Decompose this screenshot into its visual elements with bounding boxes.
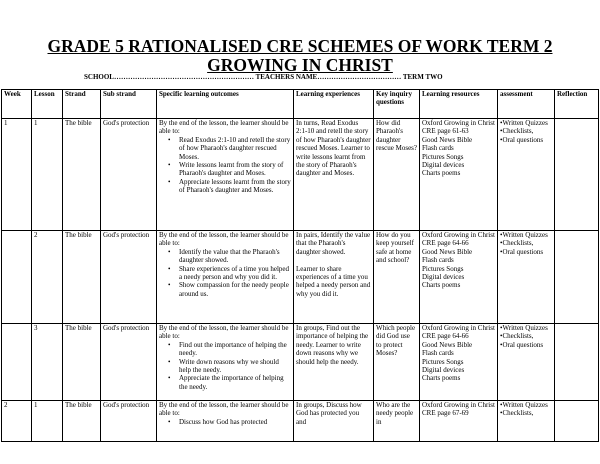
cell-strand: The bible bbox=[63, 401, 101, 442]
cell-lesson: 1 bbox=[32, 401, 63, 442]
cell-outcomes bbox=[157, 119, 294, 231]
resource-item: Flash cards bbox=[422, 349, 454, 358]
outcome-item: • Write lessons learnt from the story of Pharaoh's daughter and Moses. bbox=[179, 161, 291, 178]
table-row bbox=[2, 324, 599, 401]
outcome-item: • Show compassion for the needy people around us. bbox=[179, 281, 291, 298]
experience-text: Learner to share experiences of a time you helped a needy person and why you did it. bbox=[296, 264, 371, 298]
resource-item: Oxford Growing in Christ CRE page 67-69 bbox=[422, 401, 495, 418]
resource-item: Digital devices bbox=[422, 366, 465, 375]
resource-item: Charts poems bbox=[422, 374, 461, 383]
cell-week bbox=[2, 231, 32, 324]
outcome-item: • Appreciate lessons learnt from the story of Pharaoh's daughter and Moses. bbox=[179, 178, 291, 195]
cell-strand: The bible bbox=[63, 324, 101, 401]
cell-strand: The bible bbox=[63, 231, 101, 324]
document-subtitle: GROWING IN CHRIST bbox=[207, 55, 393, 75]
cell-resources bbox=[420, 401, 498, 442]
assessment-item: •Checklists, bbox=[500, 239, 534, 248]
cell-reflection bbox=[555, 401, 599, 442]
assessment-item: •Oral questions bbox=[500, 135, 544, 144]
schemes-of-work-table bbox=[1, 89, 599, 442]
cell-questions: How do you keep yourself safe at home and school? bbox=[374, 231, 420, 324]
cell-outcomes bbox=[157, 401, 294, 442]
header-outcomes: Specific learning outcomes bbox=[157, 90, 294, 119]
assessment-item: •Oral questions bbox=[500, 340, 544, 349]
resource-item: Oxford Growing in Christ CRE page 64-66 bbox=[422, 231, 495, 248]
outcome-list bbox=[159, 418, 291, 426]
outcome-item: • Share experiences of a time you helped a needy person and why you did it. bbox=[179, 265, 291, 282]
header-questions: Key inquiry questions bbox=[374, 90, 420, 119]
experience-text: In turns, Read Exodus 2:1-10 and retell the story of how Pharaoh's daughter rescued Moses. Learner to write lessons learnt from the story of Pharaoh's daughter and Moses. bbox=[296, 119, 371, 178]
outcome-list bbox=[159, 341, 291, 391]
header-week: Week bbox=[2, 90, 32, 119]
table-row bbox=[2, 231, 599, 324]
cell-outcomes bbox=[157, 324, 294, 401]
header-strand: Strand bbox=[63, 90, 101, 119]
experience-text: In groups, Find out the importance of helping the needy. Learner to write down reasons why we should help the needy. bbox=[296, 324, 369, 366]
outcome-list bbox=[159, 248, 291, 298]
resource-item: Good News Bible bbox=[422, 247, 473, 256]
cell-week: 1 bbox=[2, 119, 32, 231]
assessment-item: •Written Quizzes bbox=[500, 231, 548, 239]
resource-item: Flash cards bbox=[422, 144, 454, 153]
resource-item: Pictures Songs bbox=[422, 152, 464, 161]
cell-sub-strand: God's protection bbox=[101, 401, 157, 442]
header-reflection: Reflection bbox=[555, 90, 599, 119]
cell-sub-strand: God's protection bbox=[101, 231, 157, 324]
cell-resources bbox=[420, 324, 498, 401]
assessment-item: •Checklists, bbox=[500, 127, 534, 136]
cell-lesson: 2 bbox=[32, 231, 63, 324]
outcome-intro: By the end of the lesson, the learner should be able to: bbox=[159, 324, 289, 341]
resource-item: Flash cards bbox=[422, 256, 454, 265]
cell-week bbox=[2, 324, 32, 401]
resource-item: Good News Bible bbox=[422, 135, 473, 144]
cell-experiences bbox=[294, 119, 374, 231]
resource-item: Digital devices bbox=[422, 273, 465, 282]
experience-text: In pairs, Identify the value that the Pharaoh's daughter showed. bbox=[296, 231, 371, 256]
outcome-item: • Find out the importance of helping the needy. bbox=[179, 341, 291, 358]
school-teacher-term-line: SCHOOL…………………………………………………… TEACHERS NAME……………………………… TERM TWO bbox=[84, 73, 443, 81]
outcome-list bbox=[159, 136, 291, 195]
cell-experiences bbox=[294, 324, 374, 401]
table-row bbox=[2, 119, 599, 231]
cell-assessment bbox=[498, 119, 555, 231]
cell-experiences bbox=[294, 231, 374, 324]
outcome-intro: By the end of the lesson, the learner should be able to: bbox=[159, 231, 289, 248]
resource-item: Charts poems bbox=[422, 281, 461, 290]
outcome-intro: By the end of the lesson, the learner should be able to: bbox=[159, 401, 289, 418]
outcome-item: • Appreciate the importance of helping the needy. bbox=[179, 374, 291, 391]
experience-text: In groups, Discuss how God has protected you and bbox=[296, 401, 362, 426]
cell-assessment bbox=[498, 231, 555, 324]
header-sub-strand: Sub strand bbox=[101, 90, 157, 119]
cell-sub-strand: God's protection bbox=[101, 119, 157, 231]
outcome-item: • Read Exodus 2:1-10 and retell the story of how Pharaoh's daughter rescued Moses. bbox=[179, 136, 291, 161]
resource-item: Pictures Songs bbox=[422, 264, 464, 273]
cell-sub-strand: God's protection bbox=[101, 324, 157, 401]
table-row bbox=[2, 401, 599, 442]
assessment-item: •Written Quizzes bbox=[500, 401, 548, 409]
resource-item: Good News Bible bbox=[422, 340, 473, 349]
header-lesson: Lesson bbox=[32, 90, 63, 119]
cell-lesson: 1 bbox=[32, 119, 63, 231]
header-experiences: Learning experiences bbox=[294, 90, 374, 119]
outcome-item: • Identify the value that the Pharaoh's daughter showed. bbox=[179, 248, 291, 265]
assessment-item: •Checklists, bbox=[500, 409, 534, 418]
cell-reflection bbox=[555, 119, 599, 231]
cell-resources bbox=[420, 119, 498, 231]
outcome-intro: By the end of the lesson, the learner should be able to: bbox=[159, 119, 289, 136]
cell-lesson: 3 bbox=[32, 324, 63, 401]
resource-item: Charts poems bbox=[422, 169, 461, 178]
assessment-item: •Checklists, bbox=[500, 332, 534, 341]
resource-item: Oxford Growing in Christ CRE page 61-63 bbox=[422, 119, 495, 136]
cell-questions: Which people did God use to protect Moses? bbox=[374, 324, 420, 401]
resource-item: Oxford Growing in Christ CRE page 64-66 bbox=[422, 324, 495, 341]
outcome-item: • Discuss how God has protected bbox=[179, 418, 291, 426]
cell-questions: Who are the needy people in bbox=[374, 401, 420, 442]
resource-item: Digital devices bbox=[422, 161, 465, 170]
table-header-row bbox=[2, 90, 599, 119]
header-assessment: assessment bbox=[498, 90, 555, 119]
cell-strand: The bible bbox=[63, 119, 101, 231]
assessment-item: •Written Quizzes bbox=[500, 119, 548, 127]
cell-assessment bbox=[498, 401, 555, 442]
cell-outcomes bbox=[157, 231, 294, 324]
cell-assessment bbox=[498, 324, 555, 401]
assessment-item: •Written Quizzes bbox=[500, 324, 548, 332]
experience-text bbox=[296, 256, 371, 264]
assessment-item: •Oral questions bbox=[500, 247, 544, 256]
cell-reflection bbox=[555, 231, 599, 324]
header-resources: Learning resources bbox=[420, 90, 498, 119]
cell-reflection bbox=[555, 324, 599, 401]
outcome-item: • Write down reasons why we should help the needy. bbox=[179, 358, 291, 375]
cell-questions: How did Pharaoh's daughter rescue Moses? bbox=[374, 119, 420, 231]
document-title: GRADE 5 RATIONALISED CRE SCHEMES OF WORK TERM 2 bbox=[47, 36, 553, 56]
cell-resources bbox=[420, 231, 498, 324]
cell-experiences bbox=[294, 401, 374, 442]
cell-week: 2 bbox=[2, 401, 32, 442]
resource-item: Pictures Songs bbox=[422, 357, 464, 366]
